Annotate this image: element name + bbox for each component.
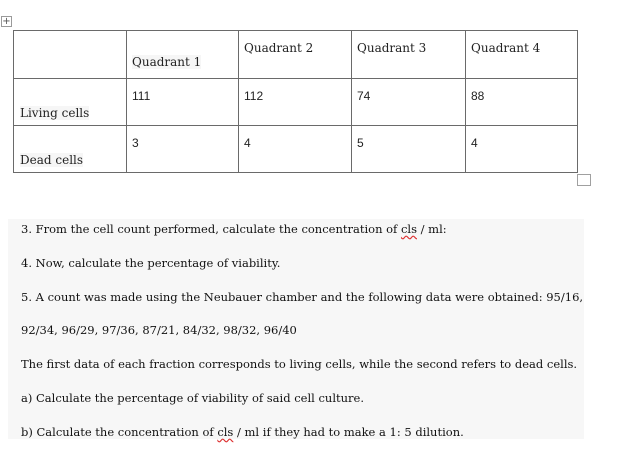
header-cell-quadrant-1 (127, 31, 239, 79)
header-label-quadrant-4: Quadrant 4 (471, 41, 541, 55)
question-4: 4. Now, calculate the percentage of viability. (21, 256, 281, 270)
cell-value: 111 (132, 89, 151, 103)
table-cell (466, 126, 578, 173)
questions-block (8, 219, 584, 439)
header-cell-quadrant-4 (466, 31, 578, 79)
cell-value: 4 (244, 136, 251, 150)
header-cell-quadrant-3 (352, 31, 466, 79)
table-cell (466, 79, 578, 126)
cell-value: 74 (357, 89, 371, 103)
cell-value: 112 (244, 89, 264, 103)
row-label-cell (14, 126, 127, 173)
question-5-line-2: 92/34, 96/29, 97/36, 87/21, 84/32, 98/32, 96/40 (21, 323, 297, 337)
header-label-quadrant-2: Quadrant 2 (244, 41, 314, 55)
header-label-quadrant-1: Quadrant 1 (132, 55, 202, 69)
table-cell (239, 126, 352, 173)
table-row-dead-cells (14, 126, 578, 173)
table-cell (127, 126, 239, 173)
question-b: b) Calculate the concentration of cls / ml if they had to make a 1: 5 dilution. (21, 425, 464, 439)
cell-count-table (13, 30, 578, 173)
question-a: a) Calculate the percentage of viability of said cell culture. (21, 391, 364, 405)
cell-value: 4 (471, 136, 478, 150)
row-label-cell (14, 79, 127, 126)
table-cell (127, 79, 239, 126)
data-note: The first data of each fraction corresponds to living cells, while the second refers to dead cells. (21, 357, 578, 371)
spellcheck-word: cls (400, 222, 417, 236)
cell-value: 5 (357, 136, 364, 150)
table-cell (352, 79, 466, 126)
table-move-handle-icon[interactable]: + (2, 16, 11, 27)
table-row-living-cells (14, 79, 578, 126)
row-label-living-cells: Living cells (20, 106, 90, 120)
question-5-line-1: 5. A count was made using the Neubauer chamber and the following data were obtained: 95/16, (21, 290, 584, 304)
header-cell-empty (14, 31, 127, 79)
table-cell (239, 79, 352, 126)
table-header-row (14, 31, 578, 79)
header-cell-quadrant-2 (239, 31, 352, 79)
header-label-quadrant-3: Quadrant 3 (357, 41, 427, 55)
table-cell (352, 126, 466, 173)
table-resize-handle-icon[interactable] (577, 174, 591, 186)
cell-value: 88 (471, 89, 485, 103)
row-label-dead-cells: Dead cells (20, 153, 84, 167)
spellcheck-word: cls (217, 425, 234, 439)
cell-value: 3 (132, 136, 139, 150)
question-3: 3. From the cell count performed, calculate the concentration of cls / ml: (21, 222, 447, 236)
